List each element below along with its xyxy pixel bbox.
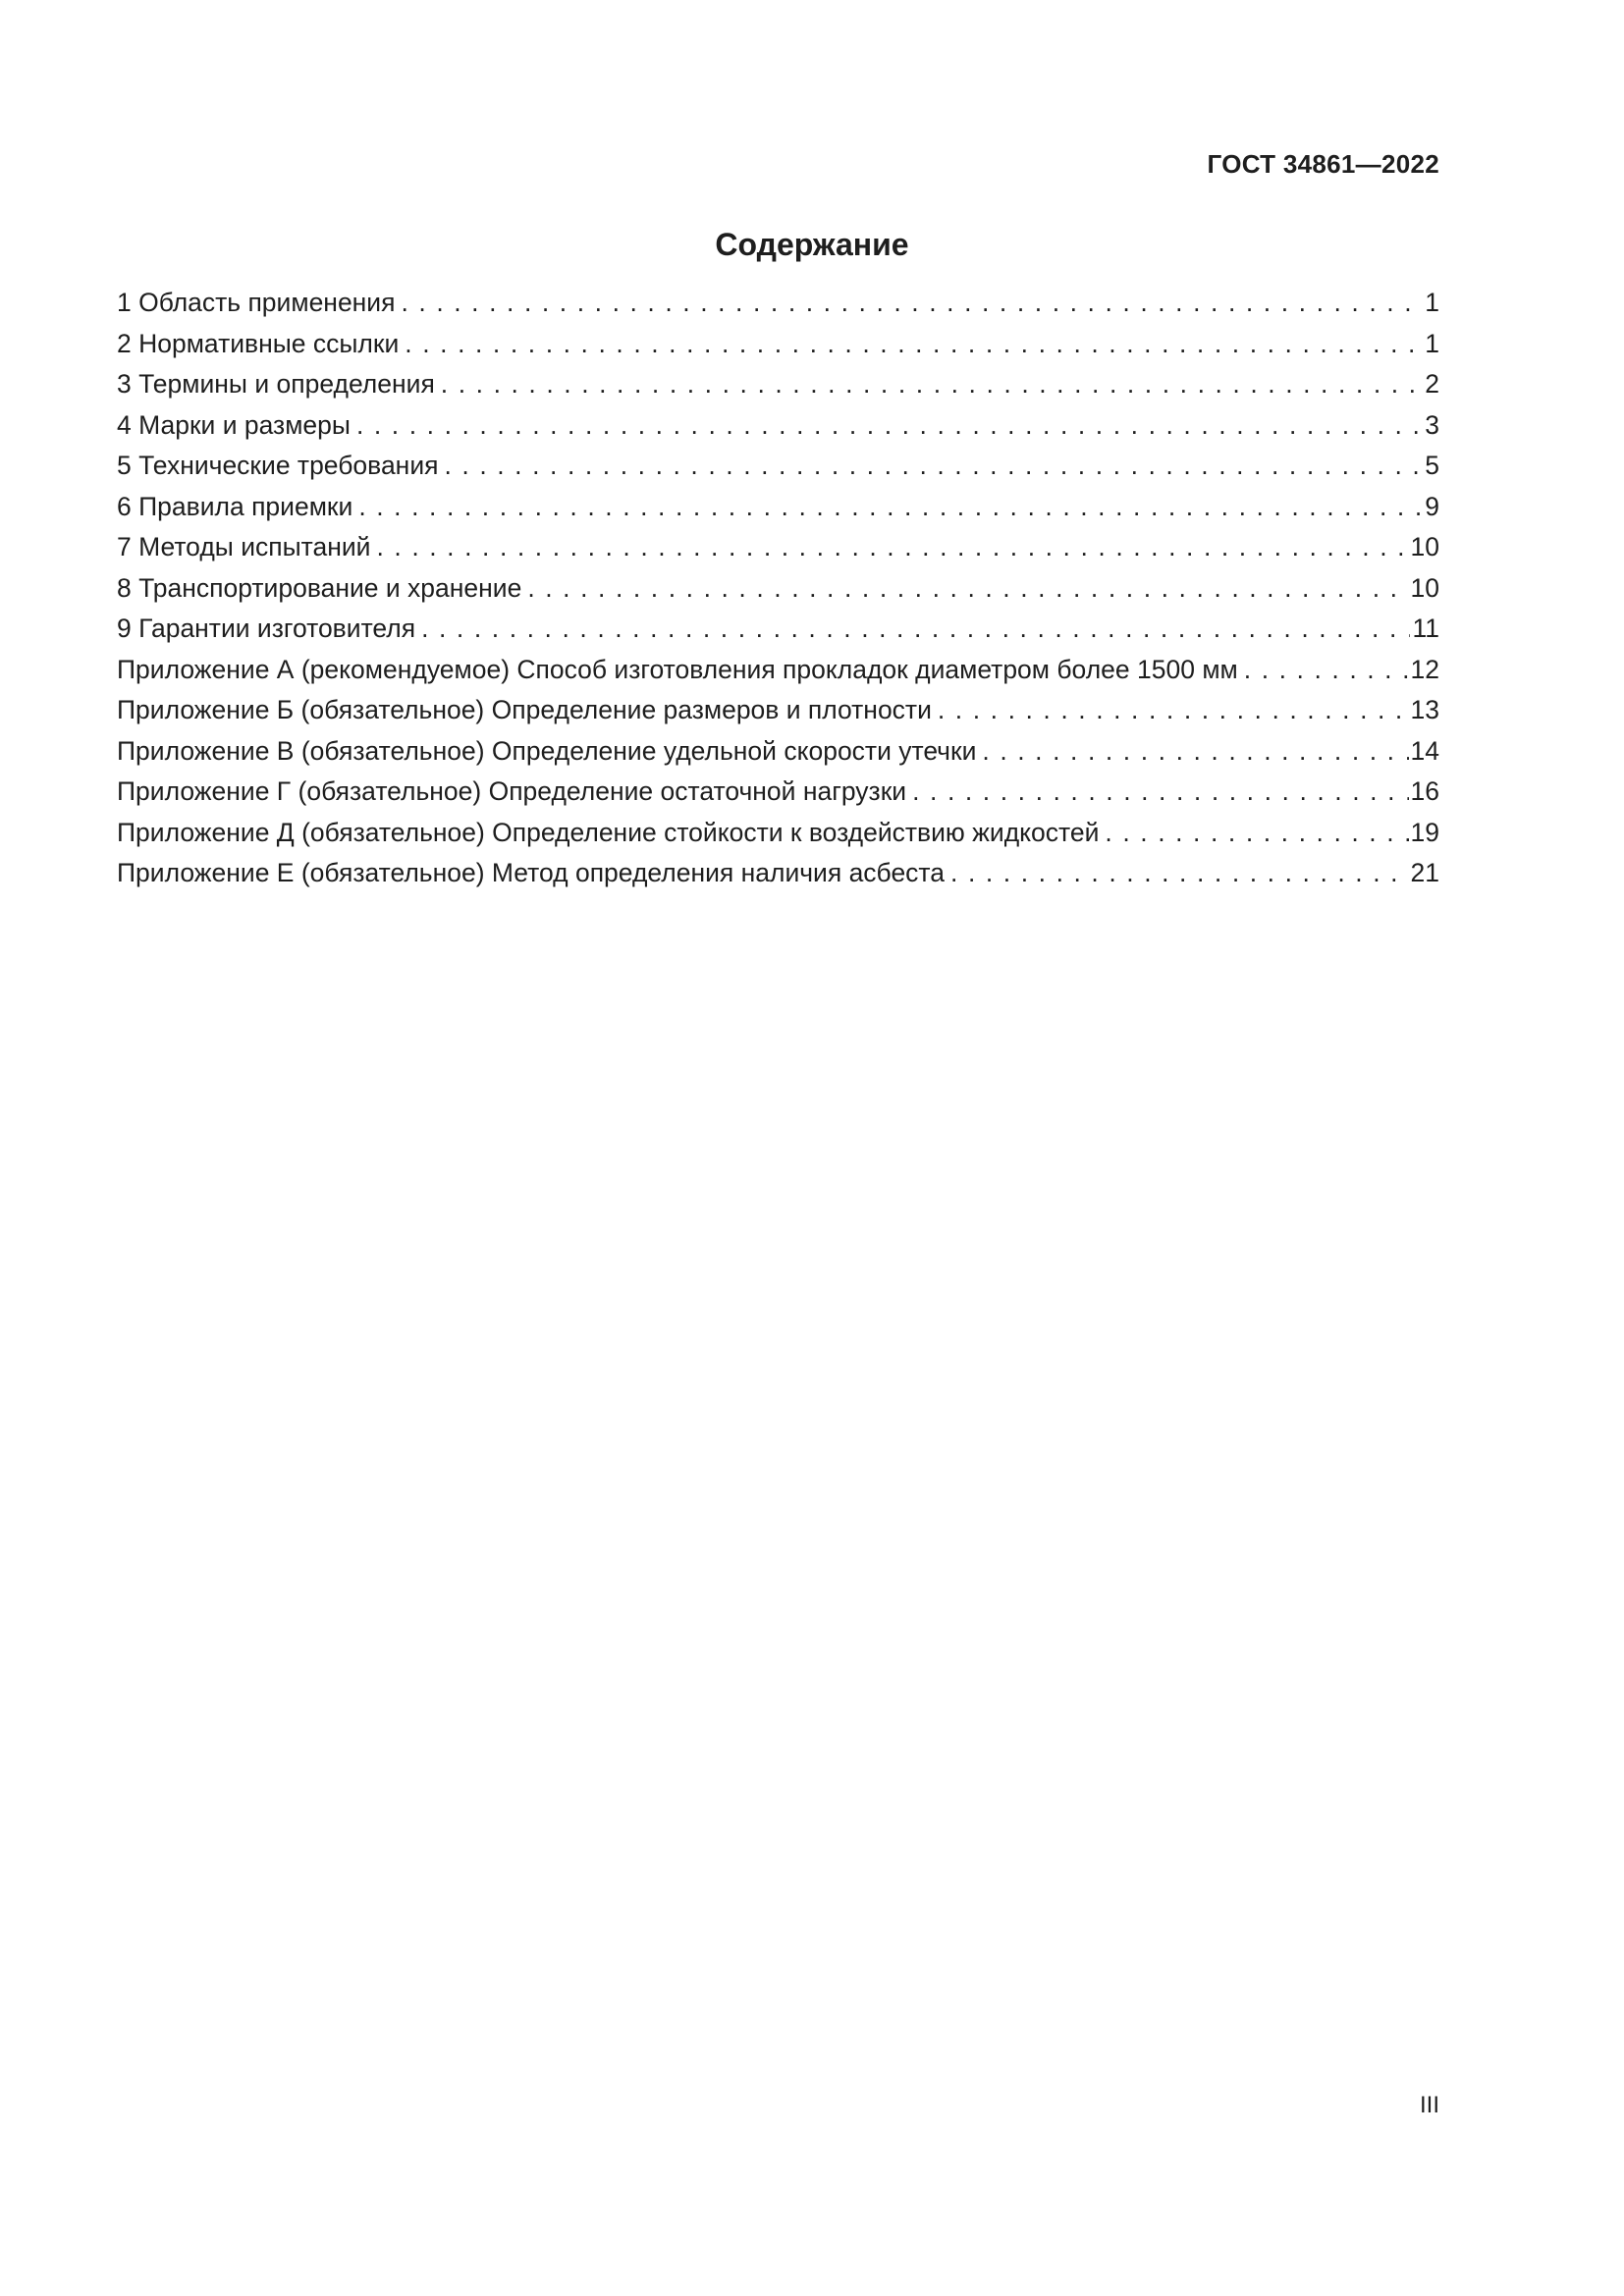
toc-entry-text: 9 Гарантии изготовителя — [117, 614, 416, 643]
toc-entry-text: 2 Нормативные ссылки — [117, 328, 400, 358]
toc-entry-text: 8 Транспортирование и хранение — [117, 572, 522, 603]
toc-entry-page: 13 — [1410, 695, 1439, 724]
toc-leader-dots — [527, 573, 1408, 604]
toc-entry-page: 1 — [1425, 328, 1439, 358]
toc-leader-dots — [982, 736, 1408, 767]
toc-entry-text: 1 Область применения — [117, 288, 396, 317]
toc-leader-dots — [358, 492, 1423, 522]
toc-entry[interactable] — [117, 492, 1439, 533]
toc-entry[interactable] — [117, 695, 1439, 736]
toc-entry-text: Приложение Е (обязательное) Метод определения наличия асбеста — [117, 858, 946, 887]
toc-entry-page: 10 — [1410, 532, 1439, 561]
toc-entry-page: 12 — [1410, 654, 1439, 684]
toc-entry[interactable] — [117, 818, 1439, 859]
toc-entry-page: 2 — [1425, 369, 1439, 399]
toc-entry-text: 4 Марки и размеры — [117, 409, 351, 440]
page-number: III — [1419, 2092, 1439, 2118]
toc-entry-page: 16 — [1410, 776, 1439, 806]
toc-leader-dots — [938, 695, 1409, 725]
toc-entry[interactable] — [117, 288, 1439, 329]
toc-entry-text: Приложение Г (обязательное) Определение остаточной нагрузки — [117, 776, 907, 806]
toc-leader-dots — [401, 288, 1423, 318]
toc-entry-text: 6 Правила приемки — [117, 491, 353, 521]
toc-leader-dots — [444, 451, 1423, 481]
toc-entry[interactable] — [117, 655, 1439, 696]
toc-entry[interactable] — [117, 776, 1439, 818]
toc-entry-page: 3 — [1425, 409, 1439, 440]
toc-leader-dots — [356, 410, 1423, 441]
toc-entry-page: 1 — [1425, 288, 1439, 317]
toc-leader-dots — [441, 369, 1423, 400]
toc-entry-text: 7 Методы испытаний — [117, 532, 371, 561]
toc-leader-dots — [421, 614, 1410, 644]
toc-entry[interactable] — [117, 573, 1439, 614]
toc-entry-text: 3 Термины и определения — [117, 369, 435, 399]
toc-leader-dots — [1244, 655, 1409, 685]
toc-entry-page: 11 — [1412, 614, 1439, 643]
toc-entry-text: 5 Технические требования — [117, 451, 439, 480]
toc-leader-dots — [950, 858, 1409, 888]
toc-entry-text: Приложение Б (обязательное) Определение размеров и плотности — [117, 695, 932, 724]
toc-entry[interactable] — [117, 410, 1439, 452]
toc-entry-page: 21 — [1410, 858, 1439, 887]
toc-entry-page: 10 — [1410, 572, 1439, 603]
toc-leader-dots — [405, 329, 1423, 359]
toc-entry[interactable] — [117, 451, 1439, 492]
toc-entry-page: 19 — [1410, 817, 1439, 847]
toc-entry[interactable] — [117, 858, 1439, 899]
toc-leader-dots — [376, 532, 1408, 562]
toc-entry-page: 14 — [1410, 735, 1439, 766]
toc-entry-page: 9 — [1425, 491, 1439, 521]
toc-entry[interactable] — [117, 329, 1439, 370]
toc-entry[interactable] — [117, 369, 1439, 410]
toc-list — [117, 288, 1439, 899]
toc-entry[interactable] — [117, 736, 1439, 777]
toc-entry-page: 5 — [1425, 451, 1439, 480]
toc-leader-dots — [1105, 818, 1408, 848]
toc-leader-dots — [912, 776, 1408, 807]
toc-entry[interactable] — [117, 532, 1439, 573]
toc-entry[interactable] — [117, 614, 1439, 655]
toc-title: Содержание — [715, 227, 909, 262]
standard-designation: ГОСТ 34861—2022 — [1207, 149, 1439, 179]
toc-entry-text: Приложение В (обязательное) Определение удельной скорости утечки — [117, 735, 977, 766]
toc-entry-text: Приложение А (рекомендуемое) Способ изготовления прокладок диаметром более 1500 мм — [117, 654, 1238, 684]
toc-entry-text: Приложение Д (обязательное) Определение стойкости к воздействию жидкостей — [117, 817, 1100, 847]
